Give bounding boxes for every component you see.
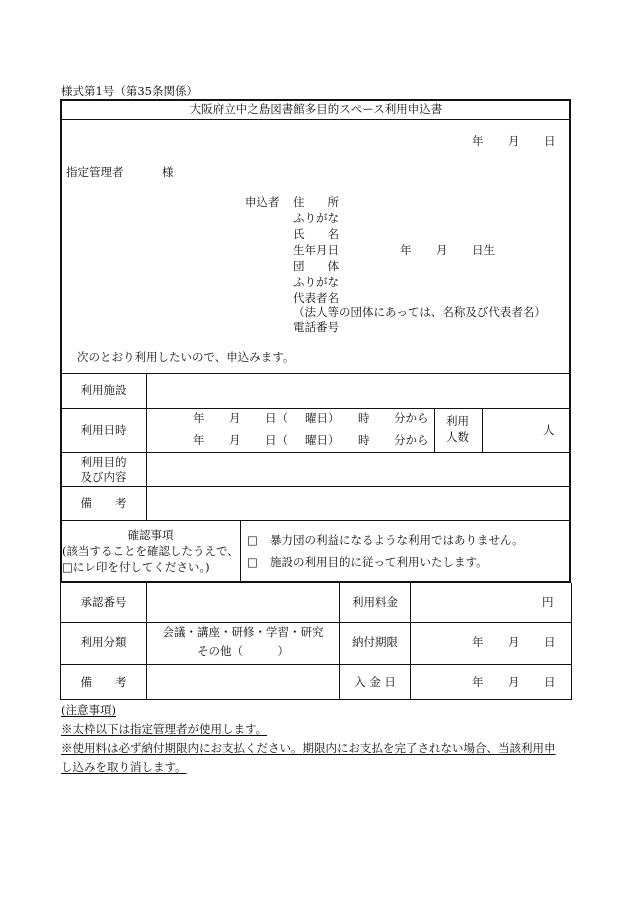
dt2-month: 月 <box>229 433 241 447</box>
category-options: 会議・講座・研修・学習・研究 <box>162 625 324 639</box>
birth-day: 日生 <box>472 243 495 257</box>
deadline-label: 納付期限 <box>352 635 398 649</box>
confirm-checkbox-1[interactable]: □ <box>247 533 258 547</box>
birth-month: 月 <box>436 243 448 257</box>
applicant-address: 住 所 <box>293 195 339 209</box>
dt2-weekday: 曜日） <box>305 433 340 447</box>
applicant-name: 氏 名 <box>293 227 339 241</box>
applicant-label: 申込者 <box>245 195 280 209</box>
confirm-checkbox-2[interactable]: □ <box>247 555 258 569</box>
confirm-instruction-2: □にレ印を付してください。) <box>62 560 210 574</box>
dt1-month: 月 <box>229 411 241 425</box>
people-unit: 人 <box>543 423 555 437</box>
representative-name: 代表者名 <box>293 291 339 305</box>
request-text: 次のとおり利用したいので、申込みます。 <box>77 350 295 364</box>
form-frame <box>60 99 571 583</box>
group-furigana: ふりがな <box>293 275 339 289</box>
corporation-note: （法人等の団体にあっては、名称及び代表者名） <box>293 305 546 319</box>
date-year: 年 <box>472 134 484 148</box>
paid-month: 月 <box>508 675 520 689</box>
deadline-month: 月 <box>508 635 520 649</box>
purpose-label-1: 利用目的 <box>80 455 127 469</box>
confirm-text-1: 暴力団の利益になるような利用ではありません。 <box>270 533 524 547</box>
remarks-label: 備 考 <box>80 496 127 510</box>
dt1-day: 日（ <box>265 411 288 425</box>
applicant-group: 団 体 <box>293 259 339 273</box>
deadline-year: 年 <box>472 635 484 649</box>
people-label-1: 利用 <box>446 414 469 428</box>
applicant-birthdate: 生年月日 <box>293 243 339 257</box>
birth-year: 年 <box>400 243 412 257</box>
notes-heading: (注意事項) <box>61 703 116 717</box>
dt1-year: 年 <box>193 411 205 425</box>
note-2a: ※使用料は必ず納付期限内にお支払ください。期限内にお支払を完了されない場合、当該利用申 <box>61 741 556 755</box>
paid-date-label: 入 金 日 <box>354 675 396 689</box>
confirm-label: 確認事項 <box>127 528 174 542</box>
category-other: その他（ ） <box>197 644 289 658</box>
confirm-instruction-1: (該当することを確認したうえで、 <box>62 544 239 558</box>
dt2-minute: 分から <box>394 433 429 447</box>
deadline-day: 日 <box>544 635 556 649</box>
fee-label: 利用料金 <box>352 595 398 609</box>
form-number: 様式第1号（第35条関係） <box>61 84 198 98</box>
people-label-2: 人数 <box>446 430 469 444</box>
phone-number: 電話番号 <box>293 320 339 334</box>
date-month: 月 <box>508 134 520 148</box>
dt1-weekday: 曜日） <box>305 411 340 425</box>
facility-label: 利用施設 <box>80 383 127 397</box>
note-1: ※太枠以下は指定管理者が使用します。 <box>61 722 268 736</box>
dt2-day: 日（ <box>265 433 288 447</box>
admin-remarks-label: 備 考 <box>80 675 127 689</box>
dt2-year: 年 <box>193 433 205 447</box>
addressee-suffix: 様 <box>162 165 174 179</box>
addressee-name: 指定管理者 <box>66 165 124 179</box>
form-title: 大阪府立中之島図書館多目的スペース利用申込書 <box>189 102 443 116</box>
confirm-text-2: 施設の利用目的に従って利用いたします。 <box>270 555 488 569</box>
dt1-minute: 分から <box>394 411 429 425</box>
dt2-hour: 時 <box>358 433 370 447</box>
datetime-label: 利用日時 <box>80 423 127 437</box>
category-label: 利用分類 <box>80 635 127 649</box>
dt1-hour: 時 <box>358 411 370 425</box>
paid-day: 日 <box>544 675 556 689</box>
approval-number-label: 承認番号 <box>80 595 127 609</box>
applicant-furigana: ふりがな <box>293 211 339 225</box>
paid-year: 年 <box>472 675 484 689</box>
purpose-label-2: 及び内容 <box>80 470 127 484</box>
note-2b: し込みを取り消します。 <box>61 760 187 774</box>
fee-unit: 円 <box>542 595 554 609</box>
date-day: 日 <box>544 134 556 148</box>
